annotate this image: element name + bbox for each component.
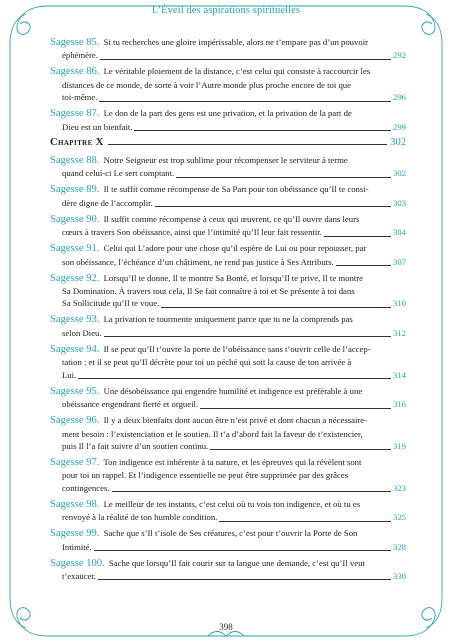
- chapter-page: 302: [390, 137, 406, 149]
- entry-text: Le meilleur de tes instants, c’est celui où tu vois ton indigence, et où tu es: [103, 498, 361, 509]
- entry-text: Dieu est un bienfait.: [62, 121, 133, 132]
- entry-page: 316: [392, 399, 406, 410]
- leader-line: [200, 408, 391, 409]
- entry-label: Sagesse 98.: [50, 498, 100, 510]
- entry-label: Sagesse 91.: [50, 243, 100, 255]
- entry-first-line: [50, 557, 406, 570]
- entry-page: 292: [392, 50, 406, 61]
- leader-line: [112, 491, 391, 492]
- entry-first-line: [50, 107, 406, 120]
- entry-label: Sagesse 90.: [50, 213, 100, 225]
- entry-page: 307: [392, 256, 406, 267]
- entry-label: Sagesse 85.: [50, 37, 100, 48]
- leader-line: [134, 130, 391, 131]
- entry-last-line: [50, 482, 406, 494]
- toc-entry: [50, 154, 406, 180]
- entry-first-line: [50, 414, 406, 427]
- entry-label: Sagesse 100.: [50, 557, 105, 569]
- entry-label: Sagesse 94.: [50, 343, 100, 355]
- entry-last-line: [50, 256, 406, 268]
- entry-text-line: distances de ce monde, de sorte à voir l’Autre monde plus proche encore de toi que: [62, 79, 351, 90]
- page-number: 398: [219, 622, 233, 632]
- leader-line: [161, 307, 391, 308]
- entry-page: 310: [392, 298, 406, 309]
- entry-page: 303: [392, 197, 406, 208]
- leader-line: [155, 206, 391, 207]
- leader-line: [108, 144, 388, 145]
- leader-line: [94, 550, 391, 551]
- entry-first-line: [50, 272, 406, 285]
- entry-last-line: [50, 440, 406, 452]
- entry-last-line: [50, 121, 406, 133]
- entry-first-line: [50, 183, 406, 196]
- entry-page: 312: [392, 327, 406, 338]
- entry-text: éphémère.: [62, 50, 98, 61]
- toc-entry: [50, 183, 406, 209]
- entry-first-line: [50, 242, 406, 255]
- entry-text: Celui qui L’adore pour une chose qu’il espère de Lui ou pour repousser, par: [103, 243, 367, 254]
- entry-text: Ton indigence est inhérente à ta nature, et les épreuves qui la révèlent sont: [103, 456, 362, 467]
- toc-entry: [50, 65, 406, 103]
- leader-line: [324, 236, 391, 237]
- entry-text: puis Il l’a fait suivre d’un soutien continu.: [62, 440, 209, 451]
- entry-text: contingences.: [62, 482, 110, 493]
- entry-text: Sache que lorsqu’Il fait courir sur ta langue une demande, c’est qu’Il veut: [108, 557, 365, 568]
- entry-last-line: [50, 369, 406, 381]
- entry-text: Sache que s’Il t’isole de Ses créatures, c’est pour t’ouvrir la Porte de Son: [103, 528, 358, 539]
- entry-text: Le don de la part des gens est une privation, et la privation de la part de: [103, 108, 352, 119]
- entry-text: Il te suffit comme récompense de Sa Part pour ton obéissance qu’Il te consi-: [103, 184, 369, 195]
- leader-line: [219, 521, 391, 522]
- entry-text: Il suffit comme récompense à ceux qui œuvrent, ce qu’Il ouvre dans leurs: [103, 213, 360, 224]
- entry-first-line: [50, 313, 406, 326]
- entry-page: 296: [392, 92, 406, 103]
- chapter-title: Chapitre X: [50, 137, 104, 149]
- entry-text: cœurs à travers Son obéissance, ainsi que l’intimité qu’Il leur fait ressentir.: [62, 227, 322, 238]
- entry-text: Intimité.: [62, 541, 92, 552]
- toc-entry: [50, 242, 406, 268]
- entry-text: son obéissance, l’échéance d’un châtiment, ne rend pas justice à Ses Attributs.: [62, 256, 334, 267]
- toc-entry: [50, 213, 406, 239]
- entry-text: La privation te tourmente uniquement parce que tu ne la comprends pas: [103, 314, 353, 325]
- entry-page: 325: [392, 512, 406, 523]
- toc-entry: [50, 36, 406, 62]
- toc-entry: [50, 343, 406, 381]
- entry-text: Lui.: [62, 369, 77, 380]
- entry-page: 319: [392, 440, 406, 451]
- toc-entry: [50, 456, 406, 494]
- toc-entry: [50, 385, 406, 411]
- entry-page: 304: [392, 227, 406, 238]
- entry-page: 314: [392, 369, 406, 380]
- leader-line: [98, 579, 391, 580]
- entry-page: 328: [392, 541, 406, 552]
- entry-first-line: [50, 154, 406, 167]
- entry-last-line: [50, 297, 406, 309]
- entry-label: Sagesse 97.: [50, 456, 100, 468]
- entry-label: Sagesse 86.: [50, 66, 100, 78]
- table-of-contents: [50, 36, 406, 586]
- leader-line: [78, 378, 391, 379]
- entry-text: Si tu recherches une gloire impérissable, alors ne t’empare pas d’un pouvoir: [103, 37, 369, 47]
- entry-first-line: [50, 527, 406, 540]
- entry-first-line: [50, 498, 406, 511]
- entry-label: Sagesse 93.: [50, 314, 100, 326]
- leader-line: [210, 449, 391, 450]
- entry-page: 330: [392, 570, 406, 581]
- entry-last-line: [50, 226, 406, 238]
- entry-text: Sa Sollicitude qu’Il te voue.: [62, 298, 160, 309]
- entry-text: Une désobéissance qui engendre humilité et indigence est préférable à une: [103, 385, 363, 396]
- toc-entry: [50, 272, 406, 310]
- entry-label: Sagesse 92.: [50, 272, 100, 284]
- entry-last-line: [50, 91, 406, 103]
- entry-last-line: [50, 49, 406, 61]
- entry-text-line: tation ; et il se peut qu’Il décrète pour toi un péché qui soit la cause de ton arrivée à: [62, 357, 352, 368]
- entry-label: Sagesse 88.: [50, 155, 100, 167]
- entry-text-line: pour toi un rappel. Et l’indigence essentielle ne peut être supprimée par des grâces: [62, 470, 349, 481]
- toc-entry: [50, 557, 406, 583]
- entry-text: selon Dieu.: [62, 327, 102, 338]
- entry-last-line: [50, 327, 406, 339]
- leader-line: [99, 101, 391, 102]
- toc-entry: [50, 313, 406, 339]
- entry-first-line: [50, 343, 406, 356]
- entry-text: renvoyé à la réalité de ton humble condition.: [62, 512, 218, 523]
- entry-text: Lorsqu’Il te donne, Il te montre Sa Bonté, et lorsqu’Il te prive, Il te montre: [103, 272, 363, 283]
- entry-label: Sagesse 89.: [50, 184, 100, 196]
- entry-last-line: [50, 541, 406, 553]
- entry-first-line: [50, 213, 406, 226]
- toc-entry: [50, 527, 406, 553]
- entry-text: obéissance engendrant fierté et orgueil.: [62, 399, 199, 410]
- entry-text: t’exaucer.: [62, 570, 97, 581]
- leader-line: [336, 265, 391, 266]
- entry-text-line: Sa Domination. À travers tout cela, Il Se fait connaître à toi et Se présente à toi dans: [62, 286, 355, 297]
- entry-text: dère digne de l’accomplir.: [62, 197, 153, 208]
- entry-first-line: [50, 385, 406, 398]
- entry-text: Le véritable ploiement de la distance, c’est celui qui consiste à raccourcir les: [103, 66, 371, 77]
- entry-page: 323: [392, 482, 406, 493]
- entry-text: Il se peut qu’Il t’ouvre la porte de l’obéissance sans t’ouvrir celle de l’accep-: [103, 343, 371, 354]
- entry-label: Sagesse 96.: [50, 415, 100, 427]
- toc-entry: [50, 498, 406, 524]
- chapter-heading: [50, 137, 406, 148]
- entry-label: Sagesse 99.: [50, 528, 100, 540]
- entry-first-line: [50, 65, 406, 78]
- entry-text-line: ment besoin : l’existenciation et le soutien. Il t’a d’abord fait la faveur de t’existencier,: [62, 428, 363, 439]
- entry-last-line: [50, 167, 406, 179]
- running-header: L’Éveil des aspirations spirituelles: [151, 5, 301, 16]
- entry-last-line: [50, 197, 406, 209]
- entry-text: toi-même.: [62, 92, 98, 103]
- entry-page: 299: [392, 121, 406, 132]
- entry-text: Notre Seigneur est trop sublime pour récompenser le serviteur à terme: [103, 155, 348, 166]
- leader-line: [176, 177, 391, 178]
- entry-page: 302: [392, 168, 406, 179]
- entry-first-line: [50, 36, 406, 49]
- leader-line: [100, 59, 391, 60]
- entry-last-line: [50, 398, 406, 410]
- entry-first-line: [50, 456, 406, 469]
- entry-label: Sagesse 87.: [50, 108, 100, 120]
- toc-entry: [50, 414, 406, 452]
- toc-entry: [50, 107, 406, 133]
- entry-text: quand celui-ci Le sert comptant.: [62, 168, 175, 179]
- entry-last-line: [50, 570, 406, 582]
- leader-line: [104, 336, 391, 337]
- entry-last-line: [50, 511, 406, 523]
- entry-text: Il y a deux bienfaits dont aucun être n’est privé et dont chacun a nécessaire-: [103, 415, 368, 426]
- entry-label: Sagesse 95.: [50, 385, 100, 397]
